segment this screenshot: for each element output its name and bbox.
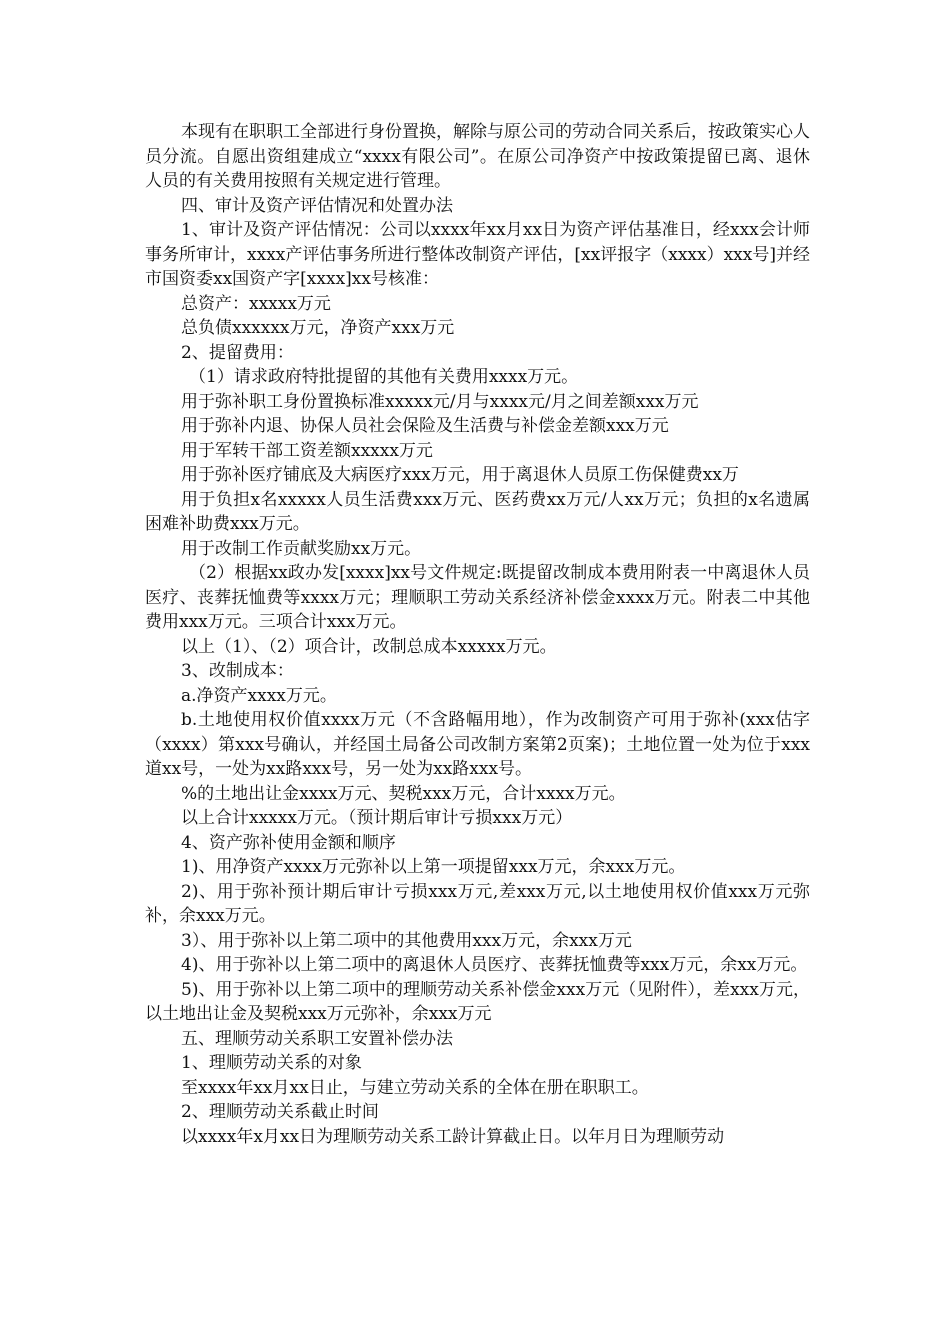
paragraph-audit-status: 1、审计及资产评估情况：公司以xxxx年xx月xx日为资产评估基准日，经xxx会计师事务所审计，xxxx产评估事务所进行整体改制资产评估，[xx评报字（xxxx）xxx号]并经市国资委xx国资产字[xxxx]xx号核准： [145, 220, 810, 289]
paragraph-deadline: 以xxxx年x月xx日为理顺劳动关系工龄计算截止日。以年月日为理顺劳动 [181, 1126, 725, 1147]
paragraph-step-4: 4)、用于弥补以上第二项中的离退休人员医疗、丧葬抚恤费等xxx万元，余xx万元。 [181, 955, 808, 975]
subheading-asset-compensation: 4、资产弥补使用金额和顺序 [181, 832, 396, 853]
paragraph-total-liabilities: 总负债xxxxxx万元，净资产xxx万元 [181, 318, 455, 338]
section-heading-5: 五、理顺劳动关系职工安置补偿办法 [181, 1028, 453, 1049]
paragraph-reform-reward: 用于改制工作贡献奖励xx万元。 [181, 538, 422, 559]
section-heading-4: 四、审计及资产评估情况和处置办法 [181, 195, 453, 216]
subheading-target: 1、理顺劳动关系的对象 [181, 1053, 362, 1073]
subheading-reserved-costs: 2、提留费用： [181, 342, 294, 363]
paragraph-step-1: 1)、用净资产xxxx万元弥补以上第一项提留xxx万元，余xxx万元。 [181, 857, 686, 877]
paragraph-internal-retirement: 用于弥补内退、协保人员社会保险及生活费与补偿金差额xxx万元 [181, 416, 669, 436]
paragraph-living-expenses: 用于负担x名xxxxx人员生活费xxx万元、医药费xx万元/人xx万元；负担的x名遗属困难补助费xxx万元。 [145, 489, 810, 534]
paragraph-item-2: （2）根据xx政办发[xxxx]xx号文件规定:既提留改制成本费用附表一中离退休人员医疗、丧葬抚恤费等xxxx万元；理顺职工劳动关系经济补偿金xxxx万元。附表二中其他费用xxx万元。三项合计xxx万元。 [145, 563, 810, 632]
paragraph-total-assets: 总资产：xxxxx万元 [181, 293, 331, 314]
paragraph-step-3: 3）、用于弥补以上第二项中的其他费用xxx万元，余xxx万元 [181, 930, 632, 951]
paragraph-step-2: 2)、用于弥补预计期后审计亏损xxx万元,差xxx万元,以土地使用权价值xxx万元弥补，余xxx万元。 [145, 881, 810, 926]
paragraph-subtotal: 以上合计xxxxx万元。（预计期后审计亏损xxx万元） [181, 808, 573, 828]
paragraph-net-assets: a.净资产xxxx万元。 [181, 685, 337, 706]
paragraph-target: 至xxxx年xx月xx日止，与建立劳动关系的全体在册在职职工。 [181, 1077, 649, 1098]
paragraph-item-1: （1）请求政府特批提留的其他有关费用xxxx万元。 [189, 367, 579, 387]
paragraph-military-cadres: 用于军转干部工资差额xxxxx万元 [181, 440, 433, 461]
paragraph-medical: 用于弥补医疗铺底及大病医疗xxx万元，用于离退休人员原工伤保健费xx万 [181, 465, 739, 485]
paragraph-intro: 本现有在职职工全部进行身份置换，解除与原公司的劳动合同关系后，按政策实心人员分流。自愿出资组建成立“xxxx有限公司”。在原公司净资产中按政策提留已离、退休人员的有关费用按照有关规定进行管理。 [145, 122, 810, 191]
subheading-reform-cost: 3、改制成本： [181, 661, 294, 681]
paragraph-land-value: b.土地使用权价值xxxx万元（不含路幅用地），作为改制资产可用于弥补(xxx估字（xxxx）第xxx号确认，并经国土局备公司改制方案第2页案)；土地位置一处为位于xxx道xx号，一处为xx路xxx号，另一处为xx路xxx号。 [145, 710, 810, 779]
subheading-deadline: 2、理顺劳动关系截止时间 [181, 1102, 379, 1122]
paragraph-identity-replacement: 用于弥补职工身份置换标准xxxxx元/月与xxxx元/月之间差额xxx万元 [181, 391, 699, 412]
document-page [145, 120, 810, 1149]
paragraph-land-fees: %的土地出让金xxxx万元、契税xxx万元，合计xxxx万元。 [181, 783, 626, 804]
paragraph-total-cost: 以上（1）、（2）项合计，改制总成本xxxxx万元。 [181, 636, 557, 657]
paragraph-step-5: 5)、用于弥补以上第二项中的理顺劳动关系补偿金xxx万元（见附件），差xxx万元，以土地出让金及契税xxx万元弥补，余xxx万元 [145, 979, 810, 1024]
